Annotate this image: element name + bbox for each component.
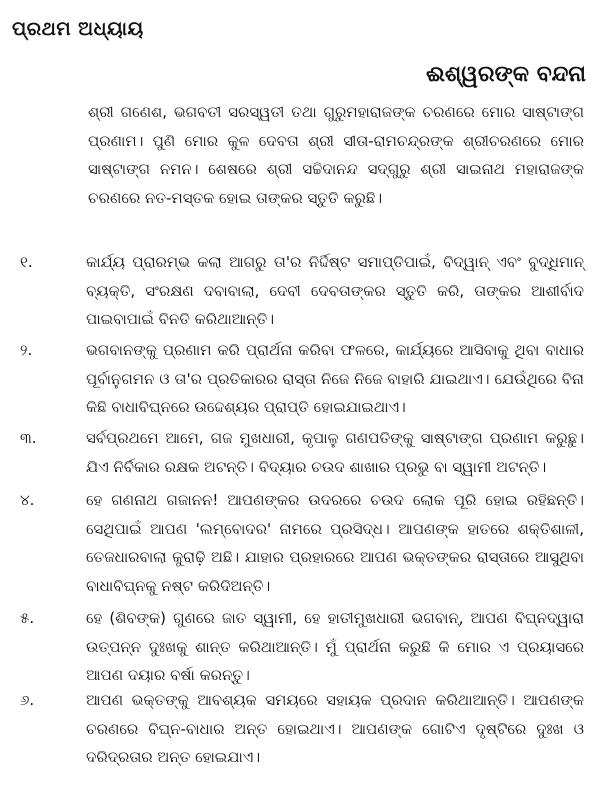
intro-paragraph: ଶ୍ରୀ ଗଣେଶ, ଭଗବତୀ ସରସ୍ୱତୀ ତଥା ଗୁରୁମହାରାଜଙ୍କ ଚରଣରେ ମୋର ସାଷ୍ଟାଙ୍ଗ ପ୍ରଣାମ। ପୁଣି ମୋର କୁଳ ଦେବତା ଶ୍ରୀ ସୀତା-ରାମଚନ୍ଦ୍ରଙ୍କ ଶ୍ରୀଚରଣରେ ମୋର ସାଷ୍ଟାଙ୍ଗ ନମନ। ଶେଷରେ ଶ୍ରୀ ସଚ୍ଚିଦାନନ୍ଦ ସଦ୍‌ଗୁରୁ ଶ୍ରୀ ସାଇନାଥ ମହାରାଜଙ୍କ ଚରଣରେ ନତ-ମସ୍ତକ ହୋଇ ତାଙ୍କର ସ୍ତୁତି କରୁଛି। — [88, 103, 584, 207]
item-text: ସର୍ବପ୍ରଥମେ ଆମେ, ଗଜ ମୁଖଧାରୀ, କୃପାଳୁ ଗଣପତିଙ୍କୁ ସାଷ୍ଟାଙ୍ଗ ପ୍ରଣାମ କରୁଛୁ। ଯିଏ ନିର୍ବିକାର ରକ୍ଷକ ଅଟନ୍ତି। ବିଦ୍ୟାର ଚଉଦ ଶାଖାର ପ୍ରଭୁ ବା ସ୍ୱାମୀ ଅଟନ୍ତି। — [86, 429, 584, 476]
section-title: ଈଶ୍ୱରଙ୍କ ବନ୍ଦନା — [425, 62, 586, 87]
item-number: ୪. — [20, 491, 35, 509]
chapter-label: ପ୍ରଥମ ଅଧ୍ୟାୟ — [12, 18, 144, 40]
item-text: କାର୍ଯ୍ୟ ପ୍ରାରମ୍ଭ କଲା ଆଗରୁ ତା'ର ନିର୍ଦ୍ଦିଷ୍ଟ ସମାପ୍ତିପାଇଁ, ବିଦ୍ୱାନ୍ ଏବଂ ବୁଦ୍ଧିମାନ୍ ବ୍ୟକ୍ତି, ସଂରକ୍ଷଣ ଦବାବାଲା, ଦେବୀ ଦେବତାଙ୍କର ସ୍ତୁତି କରି, ତାଙ୍କର ଆଶୀର୍ବାଦ ପାଇବାପାଇଁ ବିନତି କରିଥାଆନ୍ତି। — [86, 253, 584, 328]
item-text: ଭଗବାନଙ୍କୁ ପ୍ରଣାମ କରି ପ୍ରାର୍ଥନା କରିବା ଫଳରେ, କାର୍ଯ୍ୟରେ ଆସିବାକୁ ଥିବା ବାଧାର ପୂର୍ବାନୁଗମନ ଓ ତା'ର ପ୍ରତିକାରର ରାସ୍ତା ନିଜେ ନିଜେ ବାହାରି ଯାଇଥାଏ। ଯେଉଁଥିରେ ବିନା କିଛି ବାଧାବିଘ୍ନରେ ଉଦ୍ଦେଶ୍ୟର ପ୍ରାପ୍ତି ହୋଇଯାଇଥାଏ। — [86, 341, 584, 416]
item-number: ୬. — [20, 691, 35, 709]
item-text: ହେ (ଶିବଙ୍କ) ଗୁଣରେ ଜାତ ସ୍ୱାମୀ, ହେ ହାତୀମୁଖଧାରୀ ଭଗବାନ୍, ଆପଣ ବିଘ୍ନଦ୍ୱାରା ଉତ୍ପନ୍ନ ଦୁଃଖକୁ ଶାନ୍ତ କରିଥାଆନ୍ତି। ମୁଁ ପ୍ରାର୍ଥନା କରୁଛି କି ମୋର ଏ ପ୍ରୟାସରେ ଆପଣ ଦୟାର ବର୍ଷା କରନ୍ତୁ। — [86, 609, 584, 684]
item-number: ୫. — [20, 609, 35, 627]
item-text: ଆପଣ ଭକ୍ତଙ୍କୁ ଆବଶ୍ୟକ ସମୟରେ ସହାୟକ ପ୍ରଦାନ କରିଥାଆନ୍ତି। ଆପଣଙ୍କ ଚରଣରେ ବିଘ୍ନ-ବାଧାର ଅନ୍ତ ହୋଇଥାଏ। ଆପଣଙ୍କ ଗୋଟିଏ ଦୃଷ୍ଟିରେ ଦୁଃଖ ଓ ଦରିଦ୍ରତାର ଅନ୍ତ ହୋଇଯାଏ। — [86, 691, 584, 766]
item-text: ହେ ଗଣନାଥ ଗଜାନନ! ଆପଣଙ୍କର ଉଦରରେ ଚଉଦ ଲୋକ ପୂରି ହୋଇ ରହିଛନ୍ତି। ସେଥିପାଇଁ ଆପଣ 'ଲମ୍ବୋଦର' ନାମରେ ପ୍ରସିଦ୍ଧ। ଆପଣଙ୍କ ହାତରେ ଶକ୍ତିଶାଳୀ, ତେଜଧାରବାଲା କୁରାଢ଼ି ଅଛି। ଯାହାର ପ୍ରହାରରେ ଆପଣ ଭକ୍ତଙ୍କର ରାସ୍ତାରେ ଆସୁଥିବା ବାଧାବିଘ୍ନକୁ ନଷ୍ଟ କରିଦିଅନ୍ତି। — [86, 491, 584, 595]
item-number: ୩. — [20, 429, 37, 447]
item-number: ୨. — [20, 341, 33, 359]
item-number: ୧. — [20, 253, 33, 271]
